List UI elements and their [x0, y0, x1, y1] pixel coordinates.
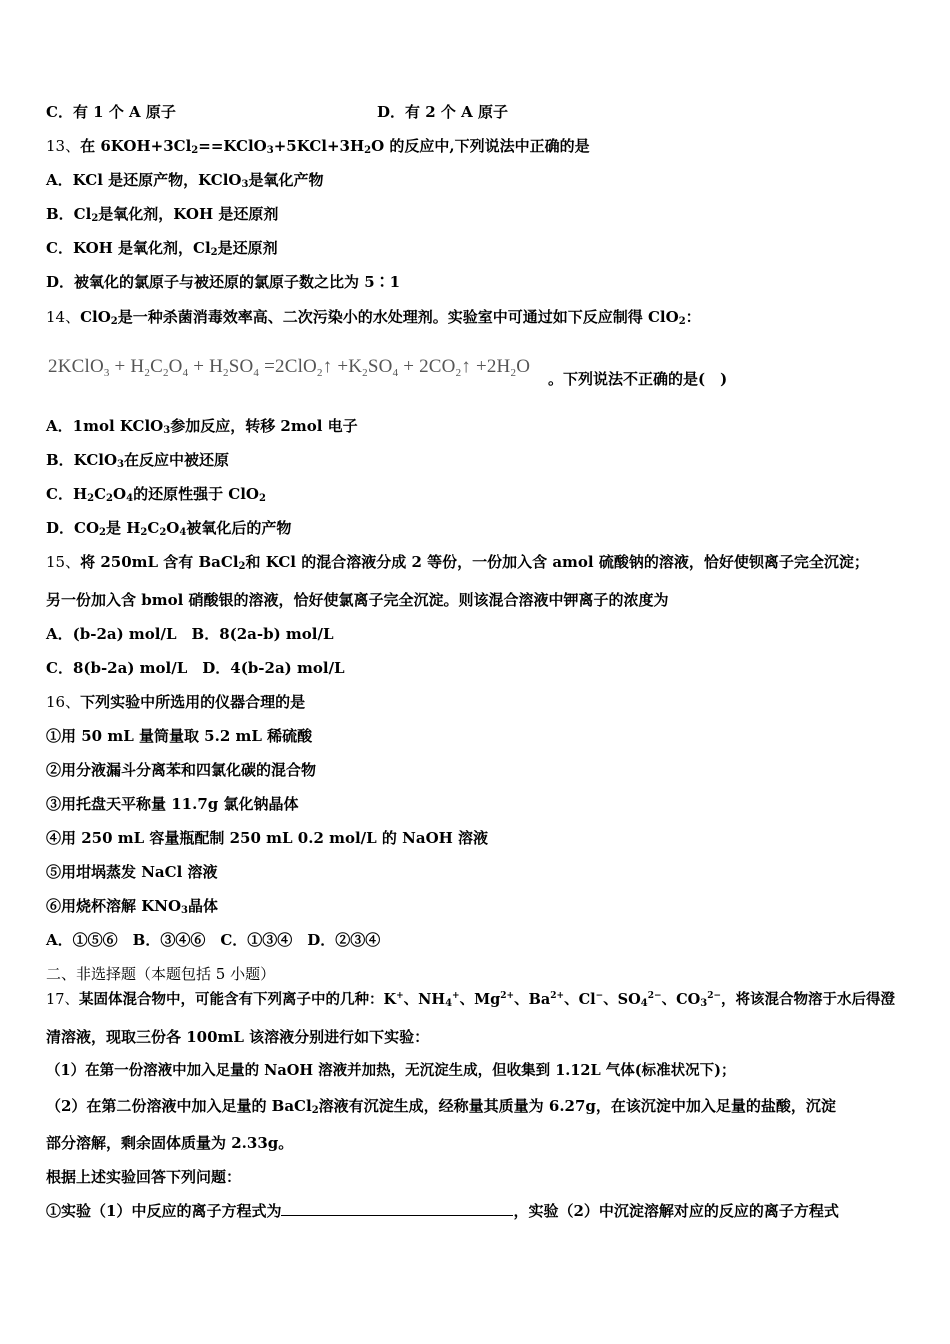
answer-blank[interactable] — [281, 1200, 513, 1216]
q17-stem-line2: 清溶液，现取三份各 100mL 该溶液分别进行如下实验： — [46, 1028, 430, 1046]
q15-stem-line2: 另一份加入含 bmol 硝酸银的溶液，恰好使氯离子完全沉淀。则该混合溶液中钾离子的浓度为 — [46, 591, 669, 609]
q13-option-b: B．$Cl_2$是氧化剂，KOH 是还原剂 — [46, 205, 279, 224]
q14-option-d: D．$CO_2$是 $H_2C_2O_4$被氧化后的产物 — [46, 519, 292, 538]
q12-option-c: C．有 1 个 A 原子 — [46, 103, 176, 121]
q14-option-c: C．$H_2C_2O_4$的还原性强于 ClO$_2$ — [46, 485, 266, 504]
q16-item-1: ①用 50 mL 量筒量取 5.2 mL 稀硫酸 — [46, 727, 313, 745]
q17-stem-line1: 17、某固体混合物中，可能含有下列离子中的几种：K+、$NH_4^+$、$Mg^{2+}$、$Ba^{2+}$、Cl−、$SO_4^{2-}$、$CO_3^{2-}$，将该混合物溶于水后得澄 — [46, 991, 896, 1009]
q15-options-cd: C．8(b-2a) mol/L D．4(b-2a) mol/L — [46, 659, 345, 677]
q12-option-d: D．有 2 个 A 原子 — [377, 103, 508, 121]
q17-answer-intro: 根据上述实验回答下列问题： — [46, 1168, 242, 1186]
q15-options-ab: A．(b-2a) mol/L B．8(2a-b) mol/L — [46, 625, 334, 643]
q14-reaction-equation: 2KClO$_3$ + $H_2C_2O_4 + H_2SO_4$ =2ClO$_2$↑ $+K_2SO_4$ + $2CO_2↑ +2H_2O$ — [48, 356, 531, 379]
q13-option-c: C．KOH 是氧化剂，$Cl_2$是还原剂 — [46, 239, 278, 258]
q15-stem-line1: 15、将 250mL 含有 BaCl$_2$和 KCl 的混合溶液分成 2 等份，一份加入含 amol 硫酸钠的溶液，恰好使钡离子完全沉淀； — [46, 553, 869, 572]
q17-subquestion-1: ①实验（1）中反应的离子方程式为 ，实验（2）中沉淀溶解对应的反应的离子方程式 — [46, 1202, 839, 1220]
q14-stem: 14、ClO$_2$是一种杀菌消毒效率高、二次污染小的水处理剂。实验室中可通过如下反应制得 ClO$_2$： — [46, 308, 701, 327]
q16-stem: 16、下列实验中所选用的仪器合理的是 — [46, 693, 306, 711]
q14-option-a: A．1mol KClO$_3$参加反应，转移 2mol 电子 — [46, 417, 358, 436]
q17-experiment-2-line2: 部分溶解，剩余固体质量为 2.33g。 — [46, 1134, 294, 1152]
section-heading: 二、非选择题（本题包括 5 小题） — [46, 965, 276, 983]
q16-item-2: ②用分液漏斗分离苯和四氯化碳的混合物 — [46, 761, 317, 779]
q13-stem: 13、在 $6KOH+3Cl_2==KClO_3+5KCl+3H_2O$ 的反应中,下列说法中正确的是 — [46, 137, 590, 156]
q13-option-d: D．被氧化的氯原子与被还原的氯原子数之比为 5∶1 — [46, 273, 401, 291]
q17-experiment-1: （1）在第一份溶液中加入足量的 NaOH 溶液并加热，无沉淀生成，但收集到 1.12L 气体(标准状况下)； — [46, 1062, 736, 1079]
q13-option-a: A．KCl 是还原产物，KClO$_3$是氧化产物 — [46, 171, 324, 190]
q16-item-6: ⑥用烧杯溶解 $KNO_3$晶体 — [46, 897, 219, 916]
q16-item-5: ⑤用坩埚蒸发 NaCl 溶液 — [46, 863, 218, 881]
q14-option-b: B．KClO$_3$在反应中被还原 — [46, 451, 230, 470]
q17-experiment-2-line1: （2）在第二份溶液中加入足量的 BaCl$_2$溶液有沉淀生成，经称量其质量为 6.27g，在该沉淀中加入足量的盐酸，沉淀 — [46, 1097, 836, 1116]
q16-item-4: ④用 250 mL 容量瓶配制 250 mL 0.2 mol/L 的 NaOH 溶液 — [46, 829, 489, 847]
q14-question: 。下列说法不正确的是( ) — [548, 370, 728, 388]
q16-item-3: ③用托盘天平称量 11.7g 氯化钠晶体 — [46, 795, 299, 813]
q16-options: A．①⑤⑥ B．③④⑥ C．①③④ D．②③④ — [46, 931, 381, 949]
